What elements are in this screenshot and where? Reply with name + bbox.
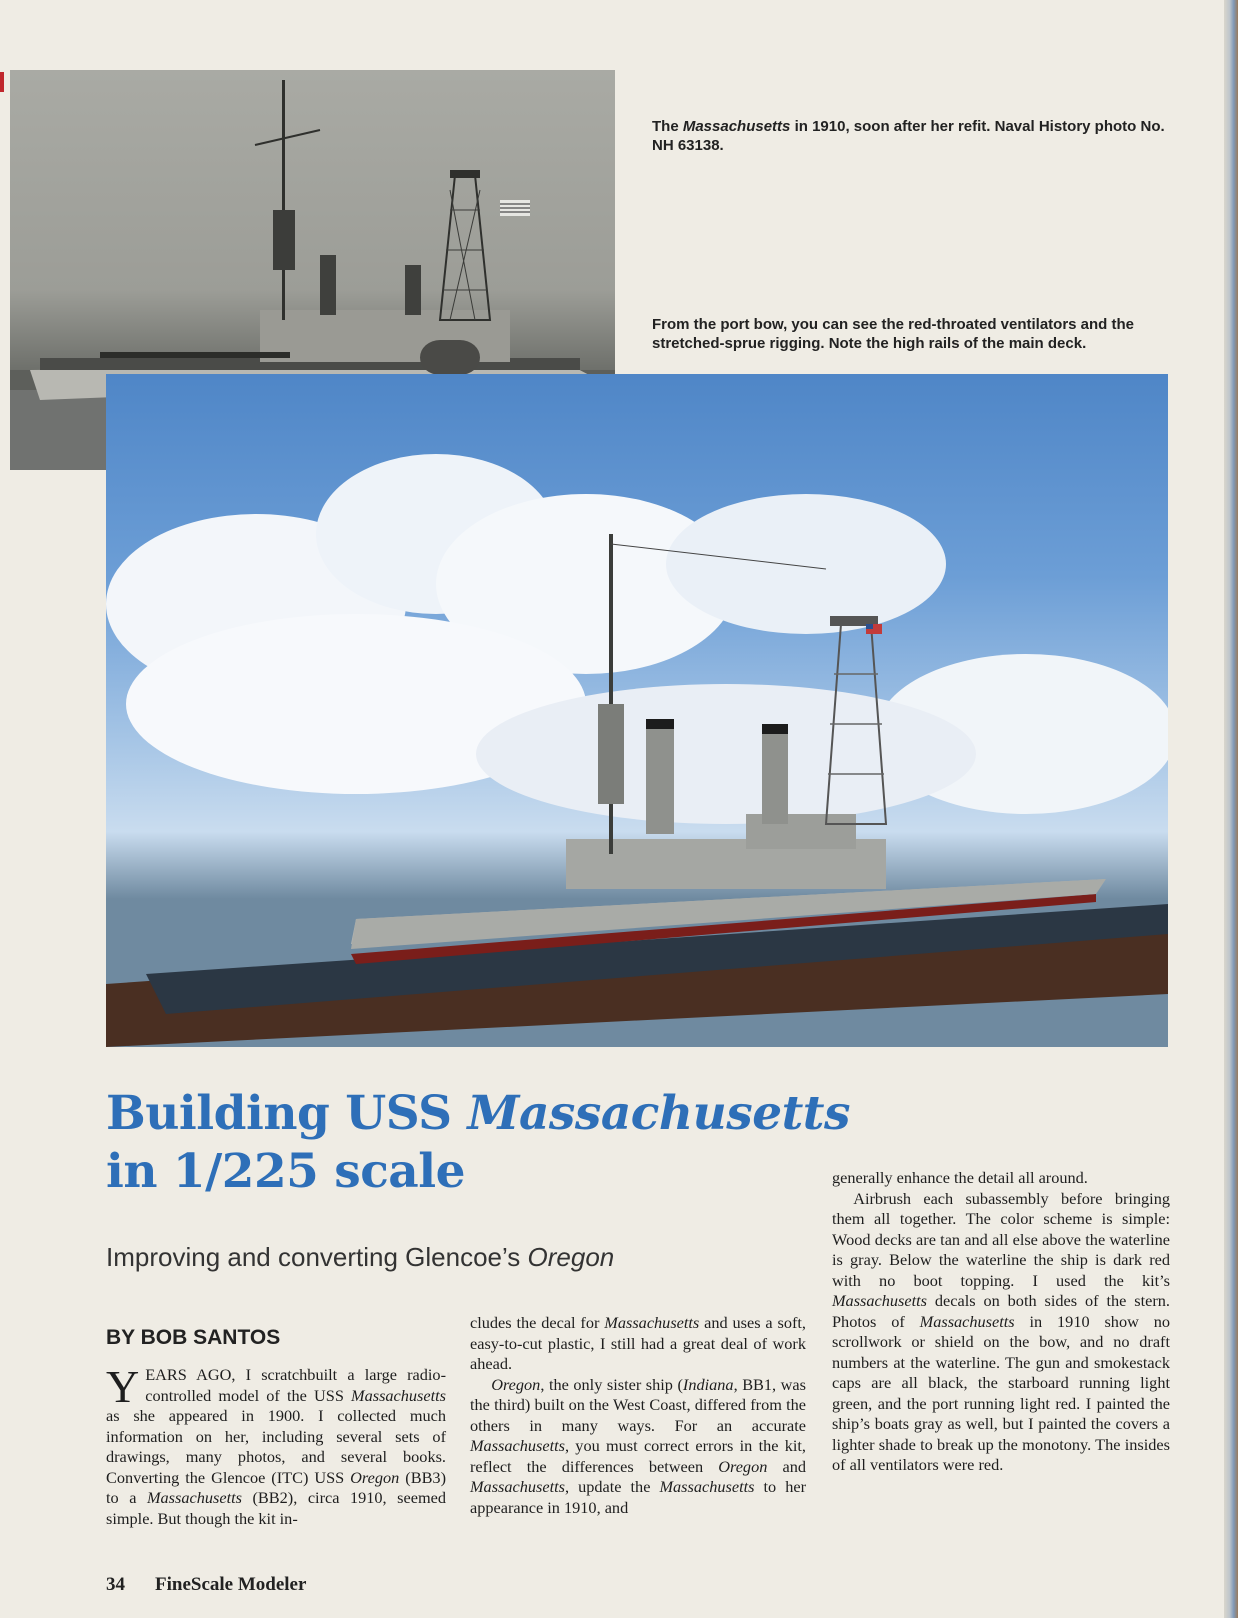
byline: BY BOB SANTOS — [106, 1326, 281, 1349]
page-footer — [106, 1574, 306, 1596]
margin-mark — [0, 72, 4, 92]
drop-cap: Y — [106, 1361, 140, 1412]
page-edge — [1224, 0, 1238, 1618]
page-number: 34 — [106, 1574, 125, 1595]
historical-photo-caption: The Massachusetts in 1910, soon after her refit. Naval History photo No. NH 63138. — [652, 118, 1165, 154]
magazine-name: FineScale Modeler — [155, 1574, 307, 1595]
body-column-1: YEARS AGO, I scratchbuilt a large radio-controlled model of the USS Massachusetts as she appeared in 1900. I collected much information on her, including several sets of drawings, many photos, and several books. Converting the Glencoe (ITC) USS Oregon (BB3) to a Massachusetts (BB2), circa 1910, seemed simple. But though the kit in- — [106, 1361, 446, 1528]
body-column-2: cludes the decal for Massachusetts and uses a soft, easy-to-cut plastic, I still had a great deal of work ahead. Oregon, the only sister ship (Indiana, BB1, was the third) built on the West Coast, differed from the others in many ways. For an accurate Massachusetts, you must correct errors in the kit, reflect the differences between Oregon and Massachusetts, update the Massachusetts to her appearance in 1910, and — [470, 1313, 807, 1517]
article-title: Building USS Massachusetts in 1/225 scale — [106, 1086, 850, 1199]
article-subtitle: Improving and converting Glencoe’s Oregon — [106, 1242, 615, 1272]
body-column-3: generally enhance the detail all around. Airbrush each subassembly before bringing them all together. The color scheme is simple: Wood decks are tan and all else above the waterline is gray. Below the waterline the ship is dark red with no boot topping. I used the kit’s Massachusetts decals on both sides of the stern. Photos of Massachusetts in 1910 show no scrollwork or shield on the bow, and no draft numbers at the waterline. The gun and smokestack caps are all black, the starboard running light green, and the port running light red. I painted the ship’s boats gray as well, but I painted the covers a lighter shade to break up the monotony. The insides of all ventilators were red. — [832, 1168, 1170, 1474]
model-ship-photo — [106, 374, 1168, 1047]
model-photo-caption: From the port bow, you can see the red-throated ventilators and the stretched-sprue rigging. Note the high rails of the main deck. — [652, 316, 1135, 352]
